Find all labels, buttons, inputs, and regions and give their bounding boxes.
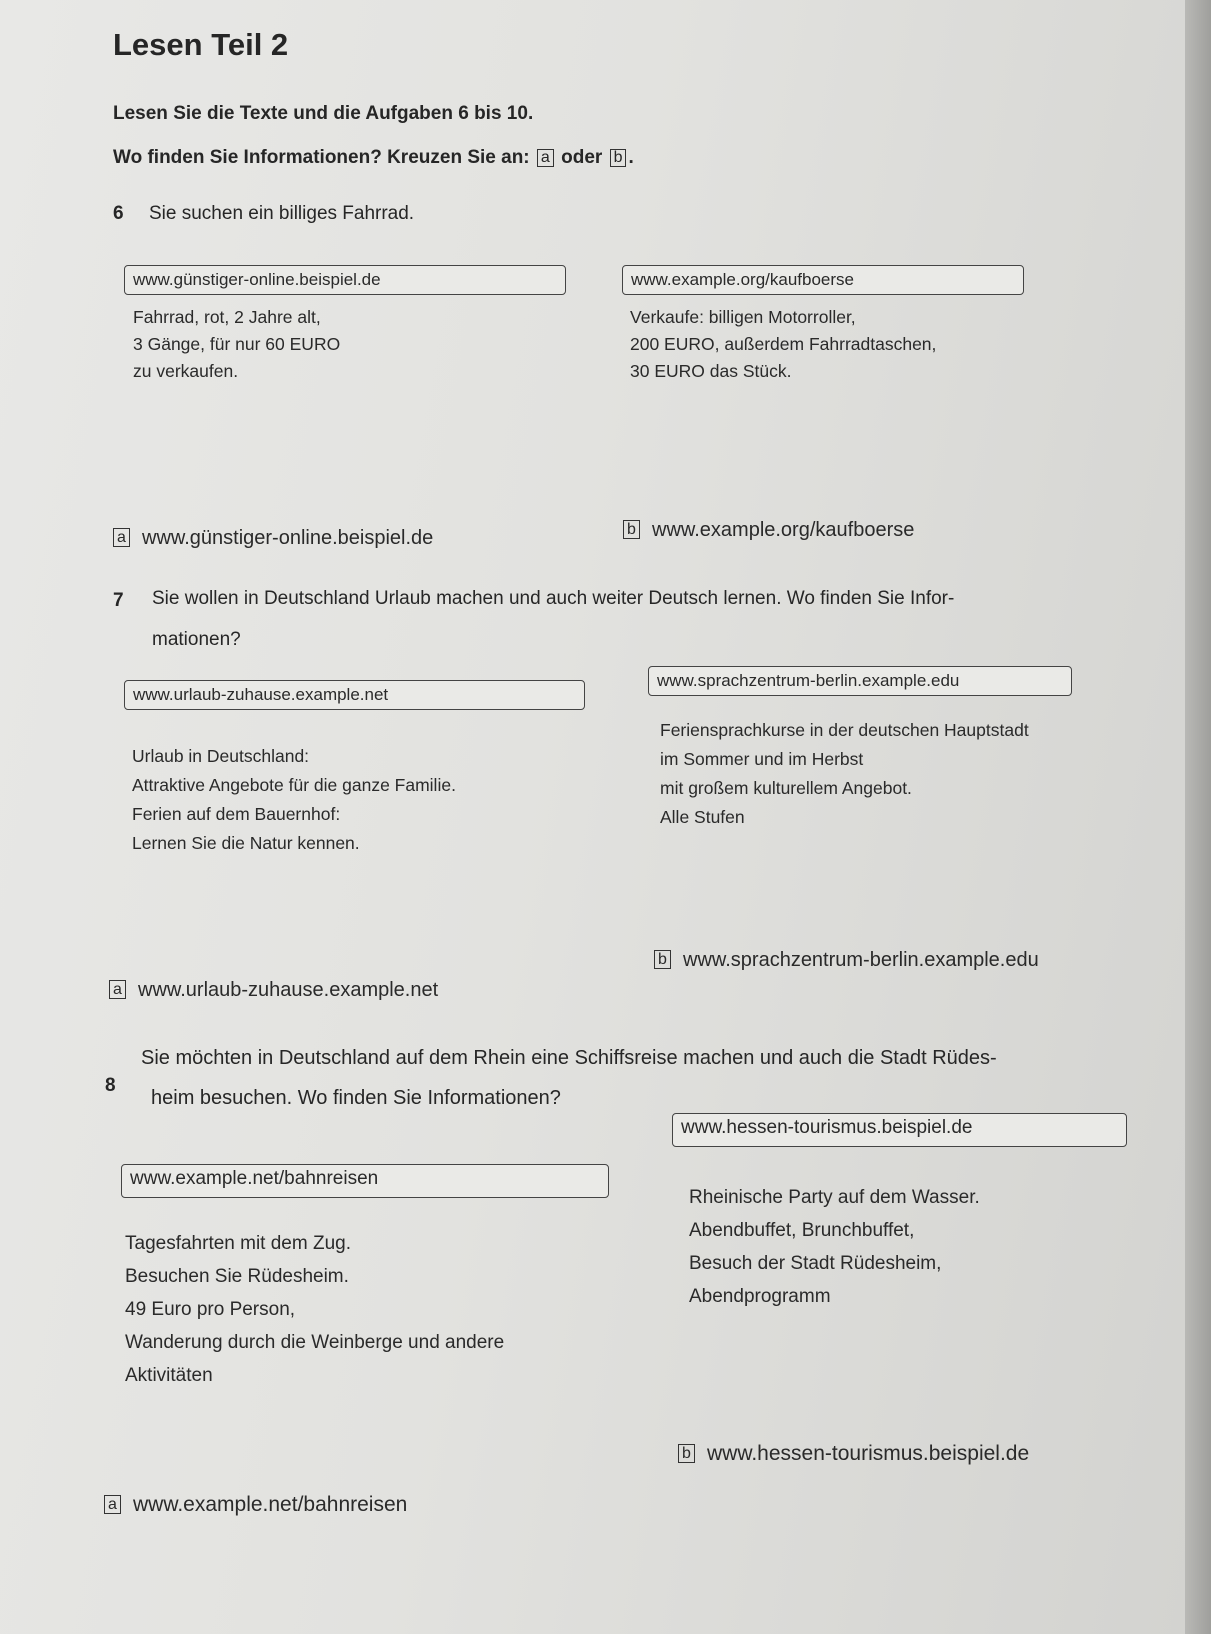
page-title: Lesen Teil 2 (113, 27, 289, 62)
option-a-url: www.günstiger-online.beispiel.de (142, 527, 434, 549)
checkbox-b[interactable]: b (623, 520, 640, 539)
answer-option-a[interactable] (113, 527, 433, 550)
instructions-line-1: Lesen Sie die Texte und die Aufgaben 6 bis 10. (113, 103, 534, 124)
answer-option-b[interactable] (623, 519, 914, 542)
task-number: 6 (113, 203, 124, 224)
ad-a-text: Tagesfahrten mit dem Zug. Besuchen Sie Rüdesheim. 49 Euro pro Person, Wanderung durch die Weinberge und andere Aktivitäten (125, 1233, 505, 1386)
task-question-line-1: Sie suchen ein billiges Fahrrad. (149, 203, 415, 224)
instructions-box-b: b (610, 149, 627, 167)
page-edge-shadow (1185, 0, 1211, 1634)
answer-option-b[interactable] (654, 949, 1039, 972)
answer-option-a[interactable] (104, 1493, 407, 1517)
ad-a-url-box: www.example.net/bahnreisen (121, 1164, 609, 1198)
task-question-line-1: Sie möchten in Deutschland auf dem Rhein eine Schiffsreise machen und auch die Stadt Rüdes- (141, 1047, 997, 1069)
answer-option-a[interactable] (109, 979, 438, 1002)
ad-b-text: Feriensprachkurse in der deutschen Hauptstadt im Sommer und im Herbst mit großem kulturellem Angebot. Alle Stufen (660, 720, 1029, 827)
checkbox-b[interactable]: b (654, 950, 671, 969)
checkbox-b[interactable]: b (678, 1444, 695, 1463)
option-b-url: www.hessen-tourismus.beispiel.de (707, 1442, 1030, 1465)
ad-b-url-box: www.example.org/kaufboerse (622, 265, 1024, 295)
instructions-box-a: a (537, 149, 554, 167)
instructions-line-2 (113, 147, 634, 169)
checkbox-a[interactable]: a (113, 528, 130, 547)
instructions-oder: oder (561, 147, 603, 168)
option-b-url: www.example.org/kaufboerse (652, 519, 915, 541)
option-a-url: www.example.net/bahnreisen (133, 1493, 408, 1516)
ad-a-url-box: www.urlaub-zuhause.example.net (124, 680, 585, 710)
ad-b-text: Rheinische Party auf dem Wasser. Abendbuffet, Brunchbuffet, Besuch der Stadt Rüdesheim, Abendprogramm (689, 1187, 980, 1307)
ad-a-url-box: www.günstiger-online.beispiel.de (124, 265, 566, 295)
ad-a-text: Urlaub in Deutschland: Attraktive Angebote für die ganze Familie. Ferien auf dem Bauernhof: Lernen Sie die Natur kennen. (132, 746, 456, 853)
instructions-period: . (628, 147, 634, 168)
ad-a-text: Fahrrad, rot, 2 Jahre alt, 3 Gänge, für nur 60 EURO zu verkaufen. (133, 307, 341, 381)
checkbox-a[interactable]: a (109, 980, 126, 999)
answer-option-b[interactable] (678, 1442, 1029, 1466)
ad-b-url-box: www.hessen-tourismus.beispiel.de (672, 1113, 1127, 1147)
instructions-text: Wo finden Sie Informationen? Kreuzen Sie an: (113, 147, 530, 168)
task-number: 8 (105, 1075, 116, 1096)
task-number: 7 (113, 590, 124, 611)
task-question-line-1: Sie wollen in Deutschland Urlaub machen und auch weiter Deutsch lernen. Wo finden Sie Infor- (152, 588, 955, 609)
task-question-line-2: mationen? (152, 629, 241, 650)
ad-b-text: Verkaufe: billigen Motorroller, 200 EURO, außerdem Fahrradtaschen, 30 EURO das Stück. (630, 307, 937, 381)
ad-b-url-box: www.sprachzentrum-berlin.example.edu (648, 666, 1072, 696)
option-a-url: www.urlaub-zuhause.example.net (138, 979, 439, 1001)
checkbox-a[interactable]: a (104, 1495, 121, 1514)
task-question-line-2: heim besuchen. Wo finden Sie Informationen? (151, 1087, 561, 1109)
option-b-url: www.sprachzentrum-berlin.example.edu (683, 949, 1039, 971)
